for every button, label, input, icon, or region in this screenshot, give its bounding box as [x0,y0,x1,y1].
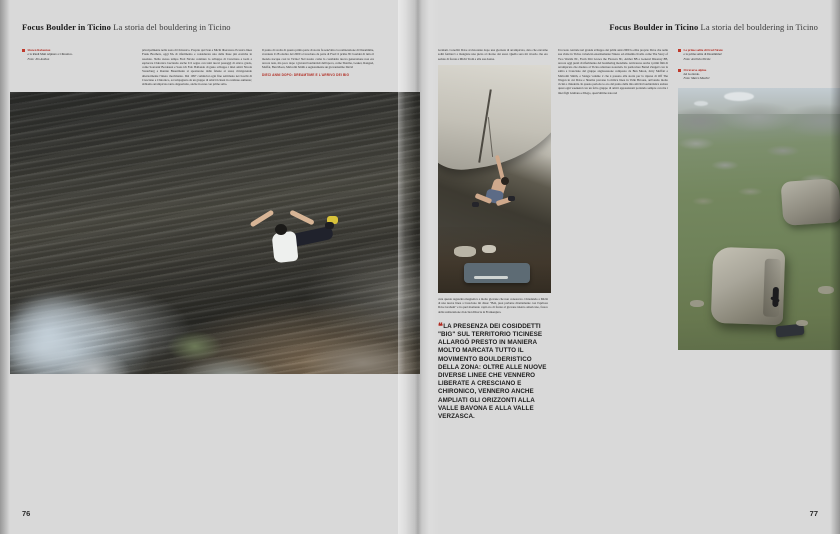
caption-lines: e la prima salita di Dreamtime! [683,52,723,57]
pull-quote-text: LA PRESENZA DEI COSIDDETTI "BIG" SUL TERRITORIO TICINESE ALLARGÒ PRESTO IN MANIERA MOLTO MARCATA TUTTO IL MOVIMENTO BOULDERISTICO DELLA ZONA: OLTRE ALLE NUOVE DIVERSE LINEE CHE VENNERO LIBERATE A CRESCIANO E CHIRONICO, VENNERO ANCHE AMPLIATI GLI ORIZZONTI ALLA VALLE BAVONA E ALLA VALLE VERZASCA. [438,322,547,420]
right-page [420,0,840,534]
running-head-title: Focus Boulder in Ticino [22,22,111,32]
body-paragraph: Un ruolo centrale nel grande sviluppo dei primi anni 2000 lo ebbe proprio Dave che nelle sue visite in Ticino valorizzò enormemente l'intero ed altissimo livello come The Story of Two Worlds 8C, From Dirt Grows the Flowers 8C, Amber 8B e General Disarray 8B, ancora oggi punti di riferimento del bouldering mondiale. Arrivarono anche i primi film di arrampicata che diedero al Ticino ulteriore notorietà. In particolare Bernd Zangerl con la salita a Cresciano del gruppo anglosassone composto da Ben Moon, Jerry Moffatt e Malcolm Smith, e Stange volume 2 che è passato alla storia per la ripresa di Off The Wagon in cui Dave e Sharma provano la mitica linea in Valle Bavona, arrivando molto vicini a chiuderla. In questo periodo io ero dal punto della mia attività boulderistica andare quasi ogni weekend con un folto gruppo di amici appassionati portando sempre con me i miei figli Giuliano e Diego, quest'ultimo nato nel [558,48,668,95]
running-head-right [438,22,818,32]
running-head-title: Focus Boulder in Ticino [609,22,699,32]
body-paragraph: Il punto di svolta di questa prima parte di storia fu senz'altro la realizzazione di Dreamtime, avvenuta il 28 ottobre del 2000 a Cresciano da parte di Fred: il primo 8C boulder di tutto il mondo nacque così in Ticino! Nel nostro coma la cosiddetta nuova generazione non era ancora nata, ma poco dopo i giovani boulderisti dell'epoca, come Sharma, Lesker, Rangeel, Moffat, Ben Moon, Malcolm Smith e segnatamente un giovanissimo David [262,48,374,69]
caption-text [28,48,73,61]
caption-lines: del Gottardo. [683,72,700,77]
left-body-column-1 [142,48,252,86]
background-boulder [781,178,840,226]
caption-marker-icon [678,69,681,72]
climber-shoe-left [472,202,479,207]
caption-credit: Foto: Marco Mueller [683,76,710,81]
caption-marker-icon [678,49,681,52]
right-body-column-1 [438,48,548,421]
left-column-grid [22,48,402,86]
climber-figure [772,287,779,307]
caption-text [684,48,723,61]
photo-roof-climber [438,65,551,293]
caption-credit: Foto: Jim Anthon [27,56,50,61]
crash-pad [464,263,530,283]
caption-block [678,48,788,61]
right-column-grid [438,48,818,421]
caption-title: Shawn Raboutou [27,48,51,52]
pull-quote [438,320,548,421]
climber-right-arm [289,210,315,226]
quote-mark-icon: ❝ [438,320,443,331]
scattered-rock [818,286,834,294]
caption-lines: e la Riedi Muti Alpinex a Chironico. [27,52,73,57]
scattered-rock [796,320,808,326]
snow-patch-2 [694,101,708,106]
body-paragraph: principalmente nella zona di Chironico. Proprio qui Ivan e Michi liberarono l'iconica linea Freak Brothers, oggi 8A di riferimento e considerata una delle linee più erotiche in assoluto. Nello stesso tempo Fred Nicole continuò lo sviluppo di Cresciano e isolò a esplorare Chironico lasciando anche li il segno con tanti nuovi passaggi di ottavo grado, come Souvenir Bordeaux e Sons ich Fair. Ballando di gusto sviluppo i miei amici Nicola Vonarburg e Ronnie Bauermann si spostarono dalle falesie ai sassi, rinvigorendo ulteriormente l'intero movimento. Dal 1997 cominciai ogni fine settimana nei boschi di Cresciano e Chironico, accompagnato da un gruppo di amici ticinesi in continuo aumento; abbiamo arrampicato tanto dappertutto, anche in zone con primo salto. [142,48,252,86]
page-number-right: 77 [809,509,818,518]
body-paragraph: cura questa ragazzina magnetica a molto giovane che non conoscevo. Chiedendo a Michi di una nuova linea a Cresciano mi disse: "Beh, puoi parlarne direttamente con l'apritore Dave Graham" e in quel momento capii ero di fronte al giovane talento americano, fresco della realizzazione di Action Directe in Frankenjura. [438,296,548,314]
caption-block [678,68,788,81]
climber-shoe-right [508,196,515,201]
snow-patch [724,92,754,101]
main-boulder [711,247,786,325]
left-caption-column [22,48,132,86]
running-head-subtitle: La storia del bouldering in Ticino [698,22,818,32]
section-kicker: DIECI ANNI DOPO: DREAMTIME E L'ARRIVO DEI BIG [262,73,350,78]
running-head-subtitle: La storia del bouldering in Ticino [110,22,231,32]
climber-figure [255,210,345,272]
climber-head [501,177,509,185]
climber-figure [474,163,532,225]
caption-block [22,48,132,61]
caption-title: Le prime salite di Fred Nicole [683,48,723,52]
body-paragraph: Graham. Conobbi Dave al ristorante dopo una giornata di arrampicata, dato che eravamo soliti fermarci a mangiare una pizza al ritorno dai sassi. Quella sera mi ricordo che ero seduto di fronte a Michi Troth e alla sua donna. [438,48,548,61]
page-number-left: 76 [22,509,31,518]
running-head-left [22,22,402,32]
ground-rock-2 [482,245,496,253]
right-body-column-2 [558,48,668,421]
climber-shoe-dark [325,222,334,229]
climber-torso [271,231,298,263]
ground-surface [438,227,551,293]
ground-rock [454,246,476,257]
scattered-rock [690,300,704,307]
right-caption-column [678,48,788,421]
photo-overhang-climber [10,92,430,374]
caption-title: Il traverso alpino [683,67,707,72]
left-body-column-2 [262,48,374,86]
caption-marker-icon [22,49,25,52]
caption-credit: Foto: Archivio Nicole [683,56,711,61]
caption-text [684,68,710,81]
photo-alpine-valley [678,88,840,350]
